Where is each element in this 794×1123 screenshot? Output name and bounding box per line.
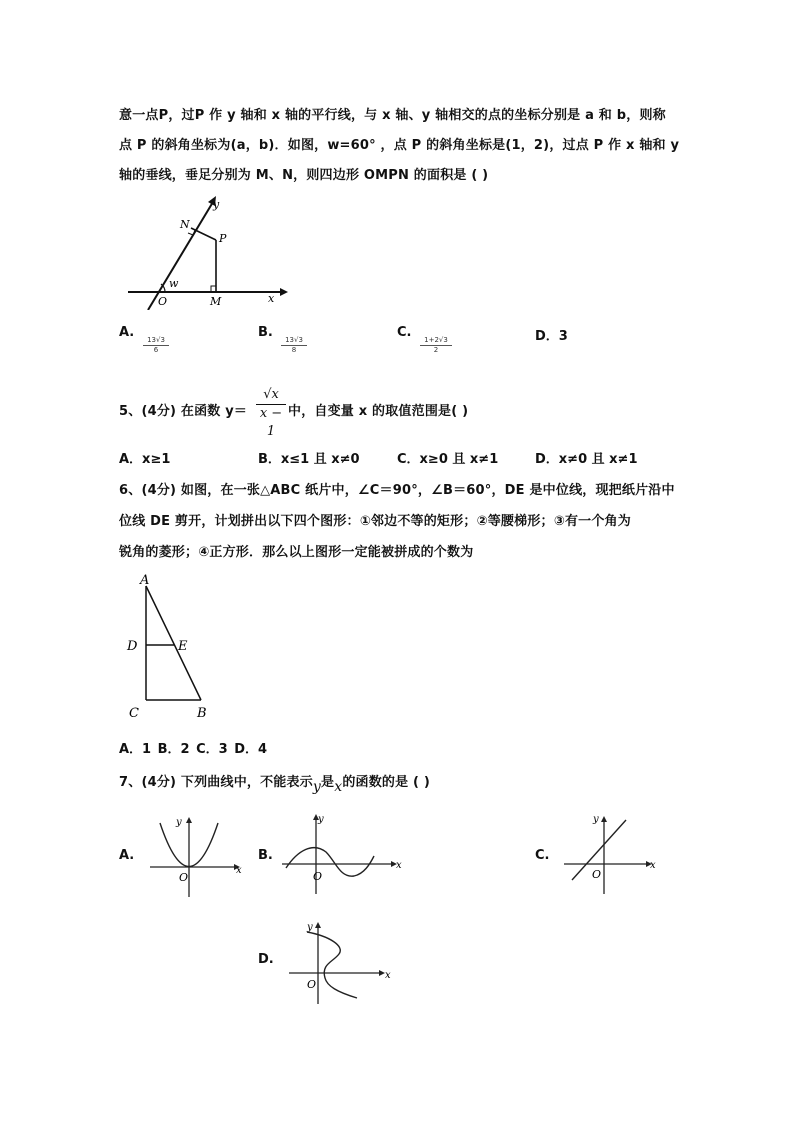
q4-line-1: 意一点P，过P 作 y 轴和 x 轴的平行线，与 x 轴、y 轴相交的点的坐标分别是 a 和 b，则称 [119, 108, 666, 123]
q4-option-c: C. [397, 325, 412, 340]
q7-graph-b [278, 812, 403, 897]
q7-var-y: y [312, 779, 322, 795]
svg-text:y: y [593, 814, 599, 825]
q7-option-b: B. [258, 848, 273, 863]
x-axis-arrow [280, 288, 288, 296]
q7-suffix: 的函数的是 ( ) [342, 775, 431, 790]
q4-option-b: B. [258, 325, 273, 340]
label-A: A [140, 573, 150, 588]
q4-figure [120, 192, 290, 310]
label-w: w [169, 277, 179, 290]
q6-line-2: 位线 DE 剪开，计划拼出以下四个图形：①邻边不等的矩形；②等腰梯形；③有一个角为 [119, 514, 631, 529]
q7-prefix: 7、(4分) 下列曲线中，不能表示 [119, 775, 313, 790]
q5-option-a: A．x≥1 [119, 452, 171, 467]
q5-option-c: C．x≥0 且 x≠1 [397, 452, 499, 467]
q7-option-d: D. [258, 952, 274, 967]
q4-line-3: 轴的垂线，垂足分别为 M、N，则四边形 OMPN 的面积是 ( ) [119, 168, 489, 183]
label-y: y [213, 198, 220, 211]
q7-option-a: A. [119, 848, 135, 863]
label-P: P [219, 232, 227, 245]
svg-text:O: O [179, 871, 189, 884]
svg-text:y: y [176, 817, 182, 828]
q4-line-2: 点 P 的斜角坐标为(a，b)．如图，w=60° ，点 P 的斜角坐标是(1，2)，过点 P 作 x 轴和 y [119, 138, 680, 153]
svg-text:O: O [307, 978, 317, 991]
label-O: O [158, 295, 168, 308]
q4-option-b-fraction: $\frac{13√3}{8}$ [281, 336, 307, 355]
label-C: C [129, 706, 139, 721]
q7-graph-a [146, 815, 246, 900]
q5-option-d: D．x≠0 且 x≠1 [535, 452, 638, 467]
q6-options: A．1 B．2 C．3 D．4 [119, 742, 268, 757]
svg-text:x: x [650, 860, 656, 871]
q5-fraction [256, 386, 286, 441]
label-N: N [180, 218, 190, 231]
svg-text:O: O [592, 868, 602, 881]
q7-graph-c [560, 812, 660, 897]
label-x: x [268, 292, 275, 305]
svg-text:x: x [236, 865, 242, 876]
q7-graph-d [285, 918, 395, 1006]
q4-option-c-fraction: $\frac{1+2√3}{2}$ [420, 336, 452, 355]
q7-var-x: x [334, 779, 343, 795]
q4-option-a-fraction: $\frac{13√3}{6}$ [143, 336, 169, 355]
q7-line [119, 771, 431, 795]
label-D: D [127, 639, 138, 654]
q7-option-c: C. [535, 848, 550, 863]
q5-numerator: √x [263, 387, 279, 402]
svg-text:y: y [307, 922, 313, 933]
q5-suffix: 中，自变量 x 的取值范围是( ) [288, 404, 469, 419]
q5-prefix: 5、(4分) 在函数 y＝ [119, 404, 248, 419]
q5-option-b: B．x≤1 且 x≠0 [258, 452, 360, 467]
svg-text:x: x [396, 860, 402, 871]
svg-text:x: x [385, 970, 391, 981]
q6-line-1: 6、(4分) 如图，在一张△ABC 纸片中，∠C＝90°，∠B＝60°，DE 是中位线，现把纸片沿中 [119, 483, 675, 498]
label-E: E [178, 639, 188, 654]
label-M: M [210, 295, 222, 308]
svg-text:y: y [318, 814, 324, 825]
q6-triangle-figure [122, 570, 222, 722]
q4-option-a: A. [119, 325, 135, 340]
label-B: B [197, 706, 207, 721]
q5-denominator: x − 1 [256, 404, 286, 441]
q7-mid: 是 [321, 775, 335, 790]
q6-line-3: 锐角的菱形；④正方形．那么以上图形一定能被拼成的个数为 [119, 545, 474, 560]
svg-text:O: O [313, 870, 323, 883]
q4-option-d: D．3 [535, 329, 568, 344]
